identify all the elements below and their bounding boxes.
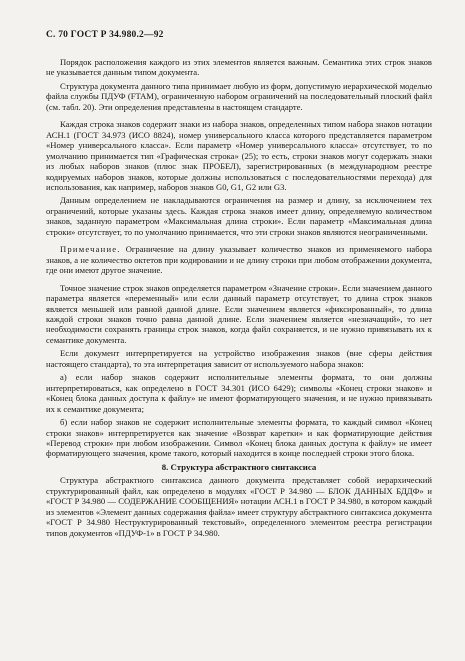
paragraph: Если документ интерпретируется на устройство изображения знаков (вне сферы действия настоящего стандарта), то эта интерпретация зависит от используемого набора знаков: xyxy=(46,348,432,369)
list-item: а) если набор знаков содержит исполнительные элементы формата, то они должны интерпретироваться, как определено в ГОСТ 34.301 (ИСО 6429); символы «Конец строки знаков» и «Конец блока данных доступа к файлу» не имеют форматирующего значения, и не нужно привязывать их к семантике документа; xyxy=(46,372,432,414)
paragraph: Точное значение строк знаков определяется параметром «Значение строки». Если значением данного параметра является «переменный» или если данный параметр отсутствует, то длина строк знаков является меньшей или равной данной длине. Если значением является «фиксированный», то длина каждой строки знаков точно равна данной длине. Если значением является «незначащий», то нет необходимости сохранять границы строк знаков, когда файл сохраняется, и не нужно привязывать их к семантике документа. xyxy=(46,282,432,345)
document-body xyxy=(46,57,432,538)
paragraph: Данным определением не накладываются ограничения на размер и длину, за исключением тех ограничений, которые указаны здесь. Каждая строка знаков имеет длину, определяемую количеством знаков, заданную параметром «Максимальная длина строки». Если параметр «Максимальная длина строки» отсутствует, то по умолчанию принимается, что эти строки знаков являются неограниченными. xyxy=(46,195,432,237)
page-header: С. 70 ГОСТ Р 34.980.2—92 xyxy=(46,30,164,40)
note-text: Ограничение на длину указывает количество знаков из применяемого набора знаков, а не количество октетов при кодировании и не длину строки при любом отображении документа, где они имеют другое значение. xyxy=(46,244,432,276)
paragraph: Порядок расположения каждого из этих элементов является важным. Семантика этих строк знаков не указывается данным типом документа. xyxy=(46,57,432,78)
paragraph: Каждая строка знаков содержит знаки из набора знаков, определенных типом набора знаков нотации АСН.1 (ГОСТ 34.973 (ИСО 8824), номер универсального класса которого представляется параметром «Номер универсального класса». Если параметр «Номер универсального класса» отсутствует, то по умолчанию принимается тип «Графическая строка» (25); то есть, строки знаков могут содержать знаки из любых наборов знаков (плюс знак ПРОБЕЛ), зарегистрированных (в международном реестре кодируемых наборов знаков, которые должны использоваться с последовательностями перехода) для использования, как например, наборов знаков G0, G1, G2 или G3. xyxy=(46,119,432,192)
paragraph: Структура документа данного типа принимает любую из форм, допустимую иерархической моделью файла службы ПДУФ (FTAM), ограниченную набором ограничений на последовательный плоский файл (см. табл. 20). Эти определения представлены в настоящем стандарте. xyxy=(46,80,432,112)
note xyxy=(46,244,432,275)
note-label: Примечание. xyxy=(60,244,121,255)
list-item: б) если набор знаков не содержит исполнительные элементы формата, то каждый символ «Конец строки знаков» интерпретируется как значение «Возврат каретки» и как форматирующие действия «Перевод строки» при любом изображении. Символ «Конец блока данных доступа к файлу» не имеет форматирующего значения, кроме такого, который находится в конце последней строки этого блока. xyxy=(46,417,432,459)
paragraph: Структура абстрактного синтаксиса данного документа представляет собой иерархический структурированный файл, как определено в модулях «ГОСТ Р 34.980 — БЛОК ДАННЫХ БДДФ» и «ГОСТ Р 34.980 — СОДЕРЖАНИЕ СООБЩЕНИЯ» нотации АСН.1 в ГОСТ Р 34.980, в котором каждый из элементов «Элемент данных содержания файла» имеет структуру абстрактного синтаксиса документа «ГОСТ Р 34.980 Неструктурированный текстовый», определенного элементом реестра регистрации типов документов «ПДУФ-1» в ГОСТ Р 34.980. xyxy=(46,475,432,538)
section-title: 8. Структура абстрактного синтаксиса xyxy=(161,461,317,472)
